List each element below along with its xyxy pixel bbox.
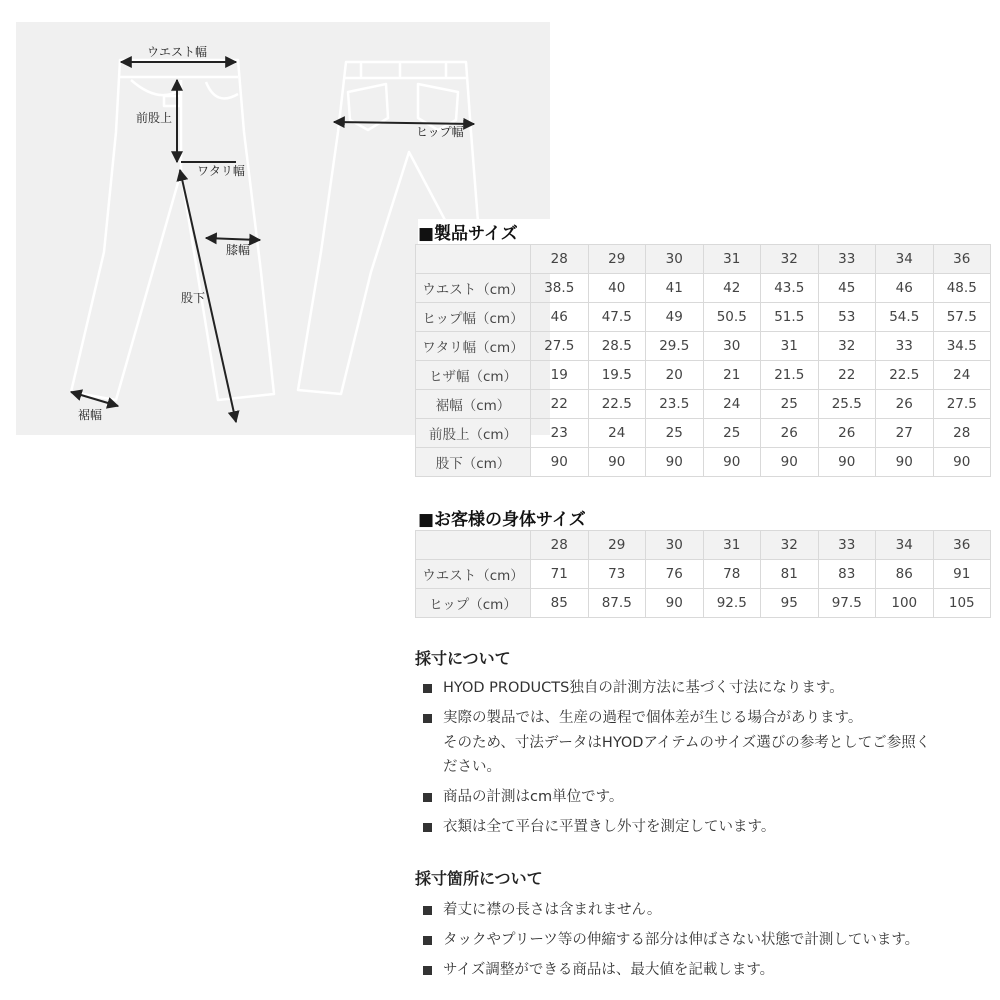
row-label: ヒザ幅（cm） — [416, 361, 531, 390]
location-notes-list — [423, 898, 993, 988]
table-cell: 38.5 — [531, 274, 589, 303]
table-row — [416, 390, 991, 419]
table-row — [416, 274, 991, 303]
size-header-cell: 34 — [876, 531, 934, 560]
note-text: ださい。 — [443, 759, 501, 775]
table-row — [416, 419, 991, 448]
table-cell: 20 — [646, 361, 704, 390]
table-cell: 42 — [703, 274, 761, 303]
table-cell: 23.5 — [646, 390, 704, 419]
table-cell: 34.5 — [933, 332, 991, 361]
front-rise-label: 前股上 — [136, 111, 173, 125]
square-bullet-icon — [423, 714, 432, 723]
size-header-cell: 33 — [818, 245, 876, 274]
table-cell: 76 — [646, 560, 704, 589]
table-cell: 22 — [531, 390, 589, 419]
table-cell: 43.5 — [761, 274, 819, 303]
row-label: 裾幅（cm） — [416, 390, 531, 419]
body-size-table — [415, 530, 991, 618]
hem-label: 裾幅 — [78, 408, 103, 422]
row-label: ウエスト（cm） — [416, 560, 531, 589]
list-item — [423, 815, 993, 840]
table-cell: 100 — [876, 589, 934, 618]
table-cell: 49 — [646, 303, 704, 332]
list-item — [423, 928, 993, 953]
body-size-title: ■お客様の身体サイズ — [418, 510, 586, 530]
row-label: 股下（cm） — [416, 448, 531, 477]
table-cell: 46 — [876, 274, 934, 303]
table-cell: 90 — [761, 448, 819, 477]
table-cell: 25 — [761, 390, 819, 419]
table-cell: 90 — [703, 448, 761, 477]
size-header-cell: 28 — [531, 531, 589, 560]
table-row — [416, 332, 991, 361]
table-cell: 25 — [703, 419, 761, 448]
table-cell: 83 — [818, 560, 876, 589]
table-cell: 22.5 — [588, 390, 646, 419]
size-header-row — [416, 531, 991, 560]
square-bullet-icon — [423, 823, 432, 832]
measurement-notes-title: 採寸について — [415, 649, 511, 668]
size-header-cell: 33 — [818, 531, 876, 560]
table-cell: 23 — [531, 419, 589, 448]
table-cell: 32 — [818, 332, 876, 361]
note-text: HYOD PRODUCTS独自の計測方法に基づく寸法になります。 — [443, 680, 844, 696]
table-cell: 33 — [876, 332, 934, 361]
table-cell: 31 — [761, 332, 819, 361]
list-item — [423, 785, 993, 810]
measurement-notes-list — [423, 676, 993, 845]
table-cell: 27.5 — [531, 332, 589, 361]
table-cell: 50.5 — [703, 303, 761, 332]
size-header-cell: 29 — [588, 531, 646, 560]
note-text: サイズ調整ができる商品は、最大値を記載します。 — [443, 962, 775, 978]
size-header-cell: 36 — [933, 245, 991, 274]
note-text: 商品の計測はcm単位です。 — [443, 789, 624, 805]
corner-cell — [416, 245, 531, 274]
table-cell: 53 — [818, 303, 876, 332]
table-cell: 97.5 — [818, 589, 876, 618]
table-cell: 41 — [646, 274, 704, 303]
table-cell: 90 — [646, 589, 704, 618]
row-label: ウエスト（cm） — [416, 274, 531, 303]
size-header-cell: 29 — [588, 245, 646, 274]
size-header-cell: 30 — [646, 245, 704, 274]
table-row — [416, 560, 991, 589]
location-notes-title: 採寸箇所について — [415, 869, 543, 888]
table-cell: 91 — [933, 560, 991, 589]
size-header-cell: 28 — [531, 245, 589, 274]
table-cell: 81 — [761, 560, 819, 589]
table-cell: 57.5 — [933, 303, 991, 332]
table-cell: 24 — [588, 419, 646, 448]
product-size-table — [415, 244, 991, 477]
size-header-cell: 34 — [876, 245, 934, 274]
row-label: ヒップ（cm） — [416, 589, 531, 618]
table-cell: 45 — [818, 274, 876, 303]
table-cell: 73 — [588, 560, 646, 589]
table-cell: 90 — [876, 448, 934, 477]
list-item — [423, 706, 993, 780]
table-cell: 46 — [531, 303, 589, 332]
table-cell: 28.5 — [588, 332, 646, 361]
table-cell: 26 — [876, 390, 934, 419]
row-label: 前股上（cm） — [416, 419, 531, 448]
table-cell: 78 — [703, 560, 761, 589]
thigh-label: ワタリ幅 — [197, 164, 245, 178]
table-cell: 105 — [933, 589, 991, 618]
product-size-title: ■製品サイズ — [418, 219, 998, 244]
waist-label: ウエスト幅 — [147, 45, 208, 59]
note-text: タックやプリーツ等の伸縮する部分は伸ばさない状態で計測しています。 — [443, 932, 920, 948]
list-item — [423, 958, 993, 983]
size-header-cell: 32 — [761, 531, 819, 560]
table-cell: 25 — [646, 419, 704, 448]
table-cell: 30 — [703, 332, 761, 361]
table-cell: 24 — [703, 390, 761, 419]
table-cell: 25.5 — [818, 390, 876, 419]
table-cell: 27.5 — [933, 390, 991, 419]
table-cell: 90 — [818, 448, 876, 477]
table-cell: 22 — [818, 361, 876, 390]
table-cell: 21.5 — [761, 361, 819, 390]
table-cell: 71 — [531, 560, 589, 589]
table-cell: 90 — [531, 448, 589, 477]
table-row — [416, 589, 991, 618]
note-text: そのため、寸法データはHYODアイテムのサイズ選びの参考としてご参照く — [443, 734, 931, 751]
square-bullet-icon — [423, 684, 432, 693]
size-header-cell: 31 — [703, 245, 761, 274]
note-text: 衣類は全て平台に平置きし外寸を測定しています。 — [443, 819, 776, 835]
square-bullet-icon — [423, 906, 432, 915]
size-header-cell: 31 — [703, 531, 761, 560]
table-cell: 51.5 — [761, 303, 819, 332]
table-cell: 87.5 — [588, 589, 646, 618]
table-cell: 24 — [933, 361, 991, 390]
table-cell: 48.5 — [933, 274, 991, 303]
table-cell: 19 — [531, 361, 589, 390]
table-cell: 27 — [876, 419, 934, 448]
square-bullet-icon — [423, 966, 432, 975]
table-cell: 47.5 — [588, 303, 646, 332]
corner-cell — [416, 531, 531, 560]
row-label: ヒップ幅（cm） — [416, 303, 531, 332]
note-text: 実際の製品では、生産の過程で個体差が生じる場合があります。 — [443, 710, 863, 726]
table-cell: 19.5 — [588, 361, 646, 390]
table-cell: 22.5 — [876, 361, 934, 390]
table-cell: 40 — [588, 274, 646, 303]
table-cell: 86 — [876, 560, 934, 589]
size-header-cell: 32 — [761, 245, 819, 274]
row-label: ワタリ幅（cm） — [416, 332, 531, 361]
size-header-cell: 30 — [646, 531, 704, 560]
list-item — [423, 898, 993, 923]
size-header-cell: 36 — [933, 531, 991, 560]
table-cell: 95 — [761, 589, 819, 618]
table-cell: 28 — [933, 419, 991, 448]
note-text: 着丈に襟の長さは含まれません。 — [443, 902, 662, 918]
table-cell: 54.5 — [876, 303, 934, 332]
table-row — [416, 361, 991, 390]
table-cell: 26 — [818, 419, 876, 448]
table-cell: 21 — [703, 361, 761, 390]
table-row — [416, 448, 991, 477]
hip-label: ヒップ幅 — [416, 125, 464, 139]
table-cell: 92.5 — [703, 589, 761, 618]
square-bullet-icon — [423, 936, 432, 945]
inseam-label: 股下 — [181, 291, 206, 305]
knee-label: 膝幅 — [226, 243, 251, 257]
table-cell: 90 — [933, 448, 991, 477]
table-row — [416, 303, 991, 332]
table-cell: 90 — [646, 448, 704, 477]
table-cell: 90 — [588, 448, 646, 477]
table-cell: 85 — [531, 589, 589, 618]
table-cell: 26 — [761, 419, 819, 448]
list-item — [423, 676, 993, 701]
table-cell: 29.5 — [646, 332, 704, 361]
size-header-row — [416, 245, 991, 274]
square-bullet-icon — [423, 793, 432, 802]
